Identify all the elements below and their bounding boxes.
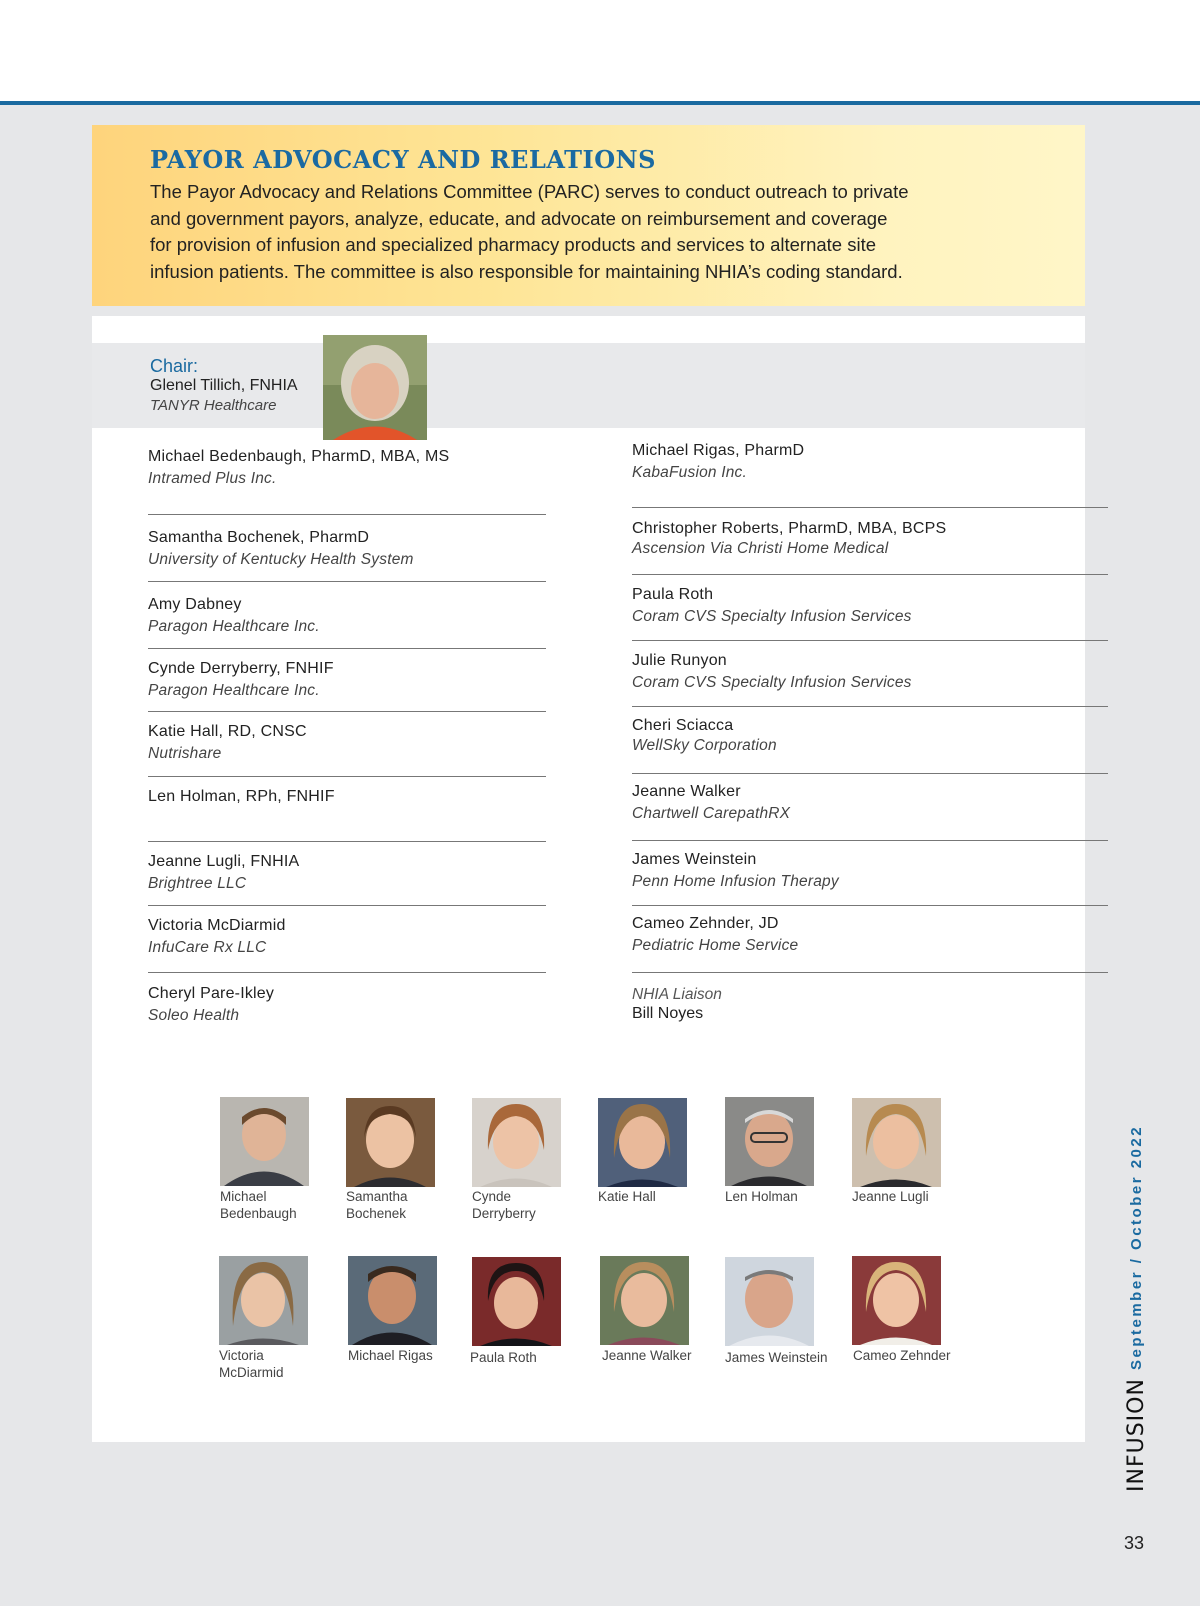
member-organization: WellSky Corporation (632, 737, 777, 754)
chair-name: Glenel Tillich, FNHIA (150, 377, 298, 394)
caption-line: Jeanne Walker (602, 1348, 692, 1363)
divider (632, 972, 1108, 973)
member-organization: Nutrishare (148, 745, 222, 762)
member-photo (600, 1256, 689, 1345)
member-entry (632, 905, 1014, 955)
photo-caption (348, 1347, 433, 1364)
caption-line: McDiarmid (219, 1365, 284, 1380)
caption-line: Katie Hall (598, 1189, 656, 1204)
member-entry (148, 711, 546, 763)
description-line: for provision of infusion and specialized pharmacy products and services to alternate site (150, 234, 876, 255)
section-title: PAYOR ADVOCACY AND RELATIONS (150, 145, 656, 174)
member-entry (148, 841, 546, 893)
description-line: The Payor Advocacy and Relations Committee (PARC) serves to conduct outreach to private (150, 181, 909, 202)
member-name: Katie Hall, RD, CNSC (148, 723, 307, 740)
member-photo (219, 1256, 308, 1345)
member-entry (632, 706, 1014, 755)
member-organization: Coram CVS Specialty Infusion Services (632, 608, 912, 625)
photo-caption (725, 1188, 798, 1205)
member-name: Jeanne Walker (632, 783, 741, 800)
member-name: Christopher Roberts, PharmD, MBA, BCPS (632, 520, 947, 537)
member-organization: Paragon Healthcare Inc. (148, 682, 320, 699)
chair-organization: TANYR Healthcare (150, 397, 277, 414)
member-name: Jeanne Lugli, FNHIA (148, 853, 300, 870)
member-entry (632, 773, 1014, 823)
member-entry (632, 640, 1014, 692)
member-organization: Intramed Plus Inc. (148, 470, 277, 487)
member-photo (598, 1098, 687, 1187)
member-organization: Coram CVS Specialty Infusion Services (632, 674, 912, 691)
member-entry (148, 972, 546, 1025)
member-photo (346, 1098, 435, 1187)
committee-card (92, 316, 1085, 1442)
liaison-label: NHIA Liaison (632, 986, 722, 1003)
caption-line: Bochenek (346, 1206, 407, 1221)
member-organization: Brightree LLC (148, 875, 247, 892)
member-entry (148, 648, 546, 700)
caption-line: Bedenbaugh (220, 1206, 297, 1221)
member-name: Cheryl Pare-Ikley (148, 985, 275, 1002)
caption-line: James Weinstein (725, 1350, 828, 1365)
caption-line: Len Holman (725, 1189, 798, 1204)
member-name: Michael Bedenbaugh, PharmD, MBA, MS (148, 448, 450, 465)
member-name: Cheri Sciacca (632, 717, 734, 734)
member-photo (472, 1257, 561, 1346)
member-organization: InfuCare Rx LLC (148, 939, 267, 956)
section-description (150, 179, 990, 285)
member-entry (148, 448, 546, 488)
photo-caption (472, 1188, 536, 1222)
member-organization: Chartwell CarepathRX (632, 805, 791, 822)
member-organization: Penn Home Infusion Therapy (632, 873, 839, 890)
chair-label: Chair: (150, 356, 199, 376)
caption-line: Jeanne Lugli (852, 1189, 929, 1204)
member-entry (148, 581, 546, 636)
liaison-name: Bill Noyes (632, 1005, 704, 1022)
photo-caption (598, 1188, 656, 1205)
page-header-area (0, 0, 1200, 103)
photo-caption (853, 1347, 951, 1364)
header-rule (0, 101, 1200, 105)
member-name: Paula Roth (632, 586, 714, 603)
member-entry (148, 514, 546, 569)
member-organization: Soleo Health (148, 1007, 240, 1024)
member-name: Samantha Bochenek, PharmD (148, 529, 370, 546)
chair-photo (323, 335, 427, 440)
issue-date: September / October 2022 (1128, 1124, 1145, 1370)
photo-caption (602, 1347, 692, 1364)
magazine-logo: INFUSION (1124, 1378, 1149, 1492)
member-name: Michael Rigas, PharmD (632, 442, 805, 459)
member-entry (148, 776, 546, 810)
caption-line: Cynde (472, 1189, 512, 1204)
member-photo (472, 1098, 561, 1187)
member-entry (632, 507, 1014, 558)
description-line: infusion patients. The committee is also responsible for maintaining NHIA’s coding standard. (150, 260, 903, 282)
section-banner (92, 125, 1085, 306)
member-photo (852, 1098, 941, 1187)
member-name: Amy Dabney (148, 596, 242, 613)
photo-caption (220, 1188, 297, 1222)
member-name: Cynde Derryberry, FNHIF (148, 660, 334, 677)
member-name: Victoria McDiarmid (148, 917, 286, 934)
caption-line: Michael Rigas (348, 1348, 433, 1363)
member-organization: University of Kentucky Health System (148, 551, 414, 568)
page-number: 33 (1124, 1533, 1145, 1553)
member-photo (220, 1097, 309, 1186)
member-entry (632, 574, 1014, 626)
member-photo (725, 1257, 814, 1346)
caption-line: Victoria (219, 1348, 264, 1363)
member-name: Julie Runyon (632, 652, 727, 669)
member-organization: Paragon Healthcare Inc. (148, 618, 320, 635)
member-name: James Weinstein (632, 851, 757, 868)
member-organization: Pediatric Home Service (632, 937, 799, 954)
photo-caption (219, 1347, 284, 1381)
member-organization: Ascension Via Christi Home Medical (632, 540, 889, 557)
caption-line: Samantha (346, 1189, 408, 1204)
caption-line: Paula Roth (470, 1350, 537, 1365)
member-organization: KabaFusion Inc. (632, 464, 748, 481)
photo-caption (725, 1349, 828, 1366)
member-photo (852, 1256, 941, 1345)
member-name: Len Holman, RPh, FNHIF (148, 788, 335, 805)
photo-caption (470, 1349, 537, 1366)
member-entry (148, 905, 546, 957)
member-photo (725, 1097, 814, 1186)
member-entry (632, 840, 1014, 891)
caption-line: Michael (220, 1189, 267, 1204)
member-entry (632, 442, 1014, 482)
member-name: Cameo Zehnder, JD (632, 915, 779, 932)
caption-line: Cameo Zehnder (853, 1348, 951, 1363)
caption-line: Derryberry (472, 1206, 536, 1221)
photo-caption (346, 1188, 408, 1222)
photo-caption (852, 1188, 929, 1205)
member-photo (348, 1256, 437, 1345)
description-line: and government payors, analyze, educate, and advocate on reimbursement and coverage (150, 207, 888, 229)
